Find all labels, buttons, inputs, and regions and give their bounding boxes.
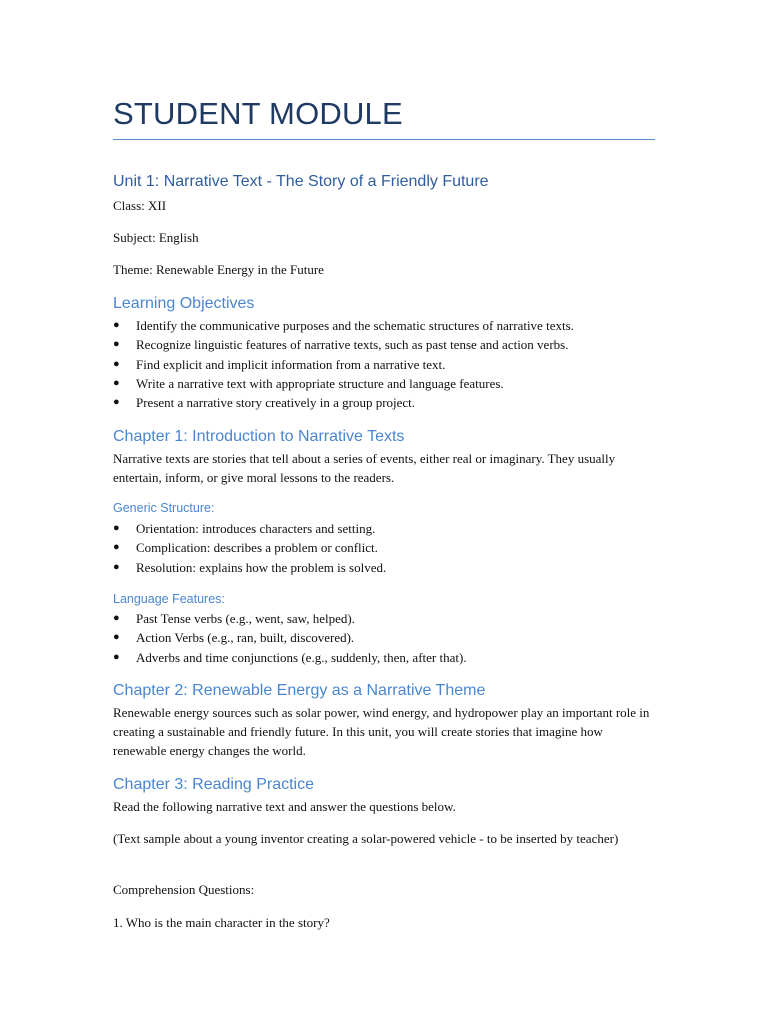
learning-objectives-list <box>113 316 574 412</box>
list-item <box>113 538 386 557</box>
chapter1-heading: Chapter 1: Introduction to Narrative Texts <box>113 428 405 445</box>
bullet-icon: ● <box>113 396 120 409</box>
chapter3-sample-note: (Text sample about a young inventor creating a solar-powered vehicle - to be inserted by teacher) <box>113 831 619 846</box>
bullet-icon: ● <box>113 650 120 663</box>
bullet-icon: ● <box>113 522 120 534</box>
bullet-icon: ● <box>113 612 120 624</box>
list-item <box>113 335 574 354</box>
chapter2-heading: Chapter 2: Renewable Energy as a Narrative Theme <box>113 682 486 699</box>
document-title: STUDENT MODULE <box>113 96 403 131</box>
list-item-text: Present a narrative story creatively in a group project. <box>136 395 416 411</box>
list-item <box>113 355 574 374</box>
theme-line: Theme: Renewable Energy in the Future <box>113 262 324 277</box>
list-item <box>113 648 467 667</box>
list-item-text: Orientation: introduces characters and setting. <box>136 521 376 536</box>
bullet-icon: ● <box>113 541 120 554</box>
learning-objectives-heading: Learning Objectives <box>113 295 255 312</box>
list-item-text: Complication: describes a problem or conflict. <box>136 540 378 556</box>
list-item-text: Resolution: explains how the problem is solved. <box>136 559 387 575</box>
list-item-text: Action Verbs (e.g., ran, built, discovered). <box>136 630 355 646</box>
subject-line: Subject: English <box>113 230 199 245</box>
list-item-text: Past Tense verbs (e.g., went, saw, helped). <box>136 611 355 626</box>
language-features-heading: Language Features: <box>113 592 225 606</box>
comprehension-questions-heading: Comprehension Questions: <box>113 882 255 897</box>
list-item <box>113 519 386 538</box>
list-item-text: Find explicit and implicit information from a narrative text. <box>136 356 446 372</box>
list-item-text: Write a narrative text with appropriate structure and language features. <box>136 375 504 391</box>
list-item <box>113 558 386 577</box>
generic-structure-heading: Generic Structure: <box>113 501 215 515</box>
language-features-list <box>113 609 467 667</box>
bullet-icon: ● <box>113 376 120 389</box>
chapter2-body: Renewable energy sources such as solar power, wind energy, and hydropower play an important role in creating a sustainable and friendly future. In this unit, you will create stories that imagine how renewable energy changes the world. <box>113 705 650 758</box>
list-item <box>113 393 574 412</box>
list-item-text: Identify the communicative purposes and the schematic structures of narrative texts. <box>136 318 574 333</box>
generic-structure-list <box>113 519 386 577</box>
bullet-icon: ● <box>113 338 120 351</box>
unit-heading: Unit 1: Narrative Text - The Story of a Friendly Future <box>113 173 489 190</box>
list-item <box>113 628 467 647</box>
bullet-icon: ● <box>113 560 120 573</box>
list-item-text: Recognize linguistic features of narrative texts, such as past tense and action verbs. <box>136 337 569 353</box>
bullet-icon: ● <box>113 319 120 331</box>
chapter3-heading: Chapter 3: Reading Practice <box>113 776 314 793</box>
list-item <box>113 316 574 335</box>
question-1: 1. Who is the main character in the story? <box>113 915 330 930</box>
class-line: Class: XII <box>113 198 167 213</box>
list-item <box>113 609 467 628</box>
bullet-icon: ● <box>113 357 120 370</box>
list-item <box>113 374 574 393</box>
title-divider <box>113 139 655 140</box>
chapter3-intro: Read the following narrative text and answer the questions below. <box>113 799 456 814</box>
list-item-text: Adverbs and time conjunctions (e.g., suddenly, then, after that). <box>136 649 467 665</box>
bullet-icon: ● <box>113 631 120 644</box>
chapter1-body: Narrative texts are stories that tell about a series of events, either real or imaginary. They usually entertain, inform, or give moral lessons to the readers. <box>113 451 616 485</box>
